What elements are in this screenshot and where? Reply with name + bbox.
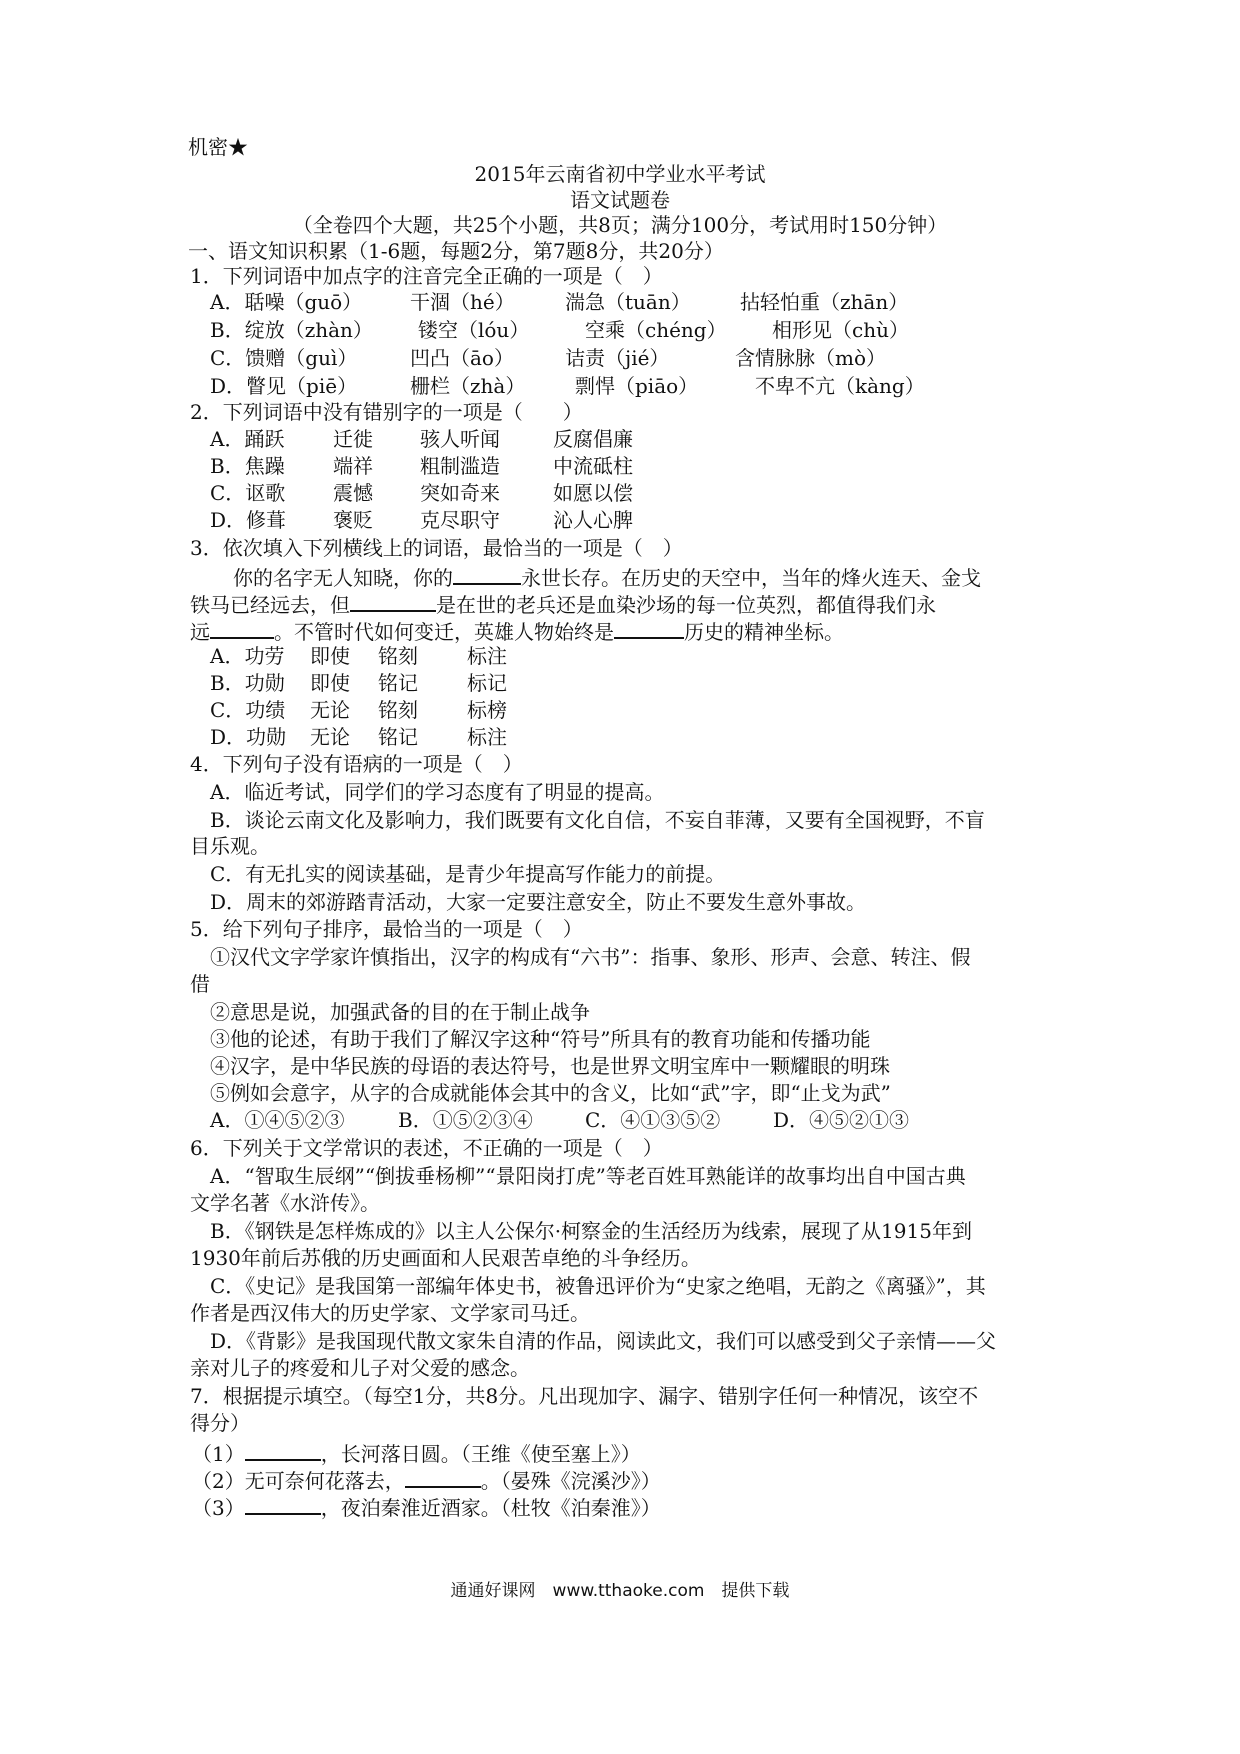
q7-item-1-text: ，长河落日圆。（王维《使至塞上》） — [320, 1442, 641, 1466]
q7-item-3-text: ，夜泊秦淮近酒家。（杜牧《泊秦淮》） — [320, 1496, 661, 1520]
q4-option-c: C．有无扎实的阅读基础，是青少年提高写作能力的前提。 — [210, 862, 726, 886]
q1-a-3: 湍急（tuān） — [565, 290, 691, 314]
q4-stem: 4．下列句子没有语病的一项是（ ） — [190, 752, 523, 776]
q1-c-1: C．馈赠（guì） — [210, 346, 358, 370]
q7-blank-3 — [245, 1493, 321, 1515]
page-footer: 通通好课网 www.tthaoke.com 提供下载 — [450, 1581, 790, 1601]
q3-c-4: 标榜 — [467, 698, 507, 722]
q1-b-1: B．绽放（zhàn） — [210, 318, 373, 342]
q3-b-1: B．功勋 — [210, 671, 285, 695]
q7-item-2-text-a: （2）无可奈何花落去， — [192, 1469, 405, 1493]
q1-c-3: 诘责（jié） — [565, 346, 670, 370]
q6-option-d-line1: D．《背影》是我国现代散文家朱自清的作品，阅读此文，我们可以感受到父子亲情——父 — [210, 1329, 997, 1353]
q5-option-b: B．①⑤②③④ — [398, 1108, 533, 1132]
q3-passage-line3 — [190, 617, 844, 644]
q3-d-2: 无论 — [310, 725, 350, 749]
q2-a-4: 反腐倡廉 — [553, 427, 633, 451]
q1-d-4: 不卑不亢（kàng） — [755, 374, 925, 398]
q4-option-a: A．临近考试，同学们的学习态度有了明显的提高。 — [210, 780, 665, 804]
q5-sentence-1b: 借 — [190, 972, 210, 996]
q6-option-b-line2: 1930年前后苏俄的历史画面和人民艰苦卓绝的斗争经历。 — [190, 1246, 701, 1270]
q2-c-4: 如愿以偿 — [553, 481, 633, 505]
q7-item-3-number: （3） — [192, 1496, 245, 1520]
q3-blank-1 — [453, 563, 521, 585]
q7-stem-line1: 7．根据提示填空。（每空1分，共8分。凡出现加字、漏字、错别字任何一种情况，该空不 — [190, 1384, 979, 1408]
q7-item-2 — [192, 1466, 661, 1493]
q2-a-2: 迁徙 — [333, 427, 373, 451]
q7-item-1 — [192, 1439, 641, 1466]
q7-blank-1 — [245, 1439, 321, 1461]
q1-d-2: 栅栏（zhà） — [410, 374, 526, 398]
q6-stem: 6．下列关于文学常识的表述，不正确的一项是（ ） — [190, 1136, 663, 1160]
q4-option-d: D．周末的郊游踏青活动，大家一定要注意安全，防止不要发生意外事故。 — [210, 890, 867, 914]
exam-note: （全卷四个大题，共25个小题，共8页；满分100分，考试用时150分钟） — [292, 213, 948, 237]
q3-c-2: 无论 — [310, 698, 350, 722]
q2-b-3: 粗制滥造 — [420, 454, 500, 478]
q7-item-3 — [192, 1493, 661, 1520]
q2-b-1: B．焦躁 — [210, 454, 285, 478]
q5-sentence-5: ⑤例如会意字，从字的合成就能体会其中的含义，比如“武”字，即“止戈为武” — [210, 1081, 891, 1105]
q1-c-4: 含情脉脉（mò） — [735, 346, 887, 370]
q1-d-1: D．瞥见（piē） — [210, 374, 358, 398]
q5-option-a: A．①④⑤②③ — [210, 1108, 345, 1132]
q6-option-c-line2: 作者是西汉伟大的历史学家、文学家司马迁。 — [190, 1301, 590, 1325]
q3-text-3: 铁马已经远去，但 — [190, 593, 350, 617]
q1-a-4: 拈轻怕重（zhān） — [740, 290, 909, 314]
exam-title: 2015年云南省初中学业水平考试 — [474, 162, 766, 186]
q1-b-4: 相形见（chù） — [772, 318, 909, 342]
q3-c-1: C．功绩 — [210, 698, 286, 722]
q3-passage-line1 — [233, 563, 981, 590]
q7-item-1-number: （1） — [192, 1442, 245, 1466]
q3-text-1: 你的名字无人知晓，你的 — [233, 566, 453, 590]
q3-text-5: 远 — [190, 620, 210, 644]
q1-a-1: A．聒噪（guō） — [210, 290, 363, 314]
q4-option-b-line2: 目乐观。 — [190, 834, 270, 858]
q1-d-3: 剽悍（piāo） — [575, 374, 699, 398]
q3-a-3: 铭刻 — [378, 644, 418, 668]
q2-d-3: 克尽职守 — [420, 508, 500, 532]
q2-d-1: D．修葺 — [210, 508, 287, 532]
q3-blank-4 — [614, 617, 684, 639]
q5-stem: 5．给下列句子排序，最恰当的一项是（ ） — [190, 917, 583, 941]
q1-a-2: 干涸（hé） — [410, 290, 515, 314]
section1-heading: 一、语文知识积累（1-6题，每题2分，第7题8分，共20分） — [188, 239, 724, 263]
q3-stem: 3．依次填入下列横线上的词语，最恰当的一项是（ ） — [190, 536, 683, 560]
q4-option-b-line1: B．谈论云南文化及影响力，我们既要有文化自信，不妄自菲薄，又要有全国视野，不盲 — [210, 808, 985, 832]
q1-b-3: 空乘（chéng） — [585, 318, 727, 342]
q2-b-2: 端祥 — [333, 454, 373, 478]
q2-d-4: 沁人心脾 — [553, 508, 633, 532]
q5-option-c: C．④①③⑤② — [585, 1108, 721, 1132]
q1-stem: 1．下列词语中加点字的注音完全正确的一项是（ ） — [190, 264, 663, 288]
q3-a-1: A．功劳 — [210, 644, 285, 668]
q3-d-3: 铭记 — [378, 725, 418, 749]
q3-blank-2 — [350, 590, 436, 612]
q2-b-4: 中流砥柱 — [553, 454, 633, 478]
q3-a-4: 标注 — [467, 644, 507, 668]
q2-stem: 2．下列词语中没有错别字的一项是（ ） — [190, 400, 583, 424]
exam-subtitle: 语文试题卷 — [570, 188, 670, 212]
q3-c-3: 铭刻 — [378, 698, 418, 722]
q3-b-4: 标记 — [467, 671, 507, 695]
q1-c-2: 凹凸（āo） — [410, 346, 514, 370]
q5-sentence-1a: ①汉代文字学家许慎指出，汉字的构成有“六书”：指事、象形、形声、会意、转注、假 — [210, 945, 971, 969]
q7-stem-line2: 得分） — [190, 1411, 250, 1435]
q3-d-1: D．功勋 — [210, 725, 287, 749]
q5-sentence-3: ③他的论述，有助于我们了解汉字这种“符号”所具有的教育功能和传播功能 — [210, 1027, 871, 1051]
q2-d-2: 褒贬 — [333, 508, 373, 532]
q2-c-1: C．讴歌 — [210, 481, 286, 505]
q5-option-d: D．④⑤②①③ — [773, 1108, 910, 1132]
q6-option-a-line2: 文学名著《水浒传》。 — [190, 1191, 380, 1215]
q5-sentence-2: ②意思是说，加强武备的目的在于制止战争 — [210, 1000, 590, 1024]
q2-a-1: A．踊跃 — [210, 427, 285, 451]
q2-c-2: 震憾 — [333, 481, 373, 505]
q6-option-d-line2: 亲对儿子的疼爱和儿子对父爱的感念。 — [190, 1356, 530, 1380]
q2-c-3: 突如奇来 — [420, 481, 500, 505]
q5-sentence-4: ④汉字，是中华民族的母语的表达符号，也是世界文明宝库中一颗耀眼的明珠 — [210, 1054, 890, 1078]
q6-option-a-line1: A．“智取生辰纲”“倒拔垂杨柳”“景阳岗打虎”等老百姓耳熟能详的故事均出自中国古典 — [210, 1164, 966, 1188]
q3-text-6: 。不管时代如何变迁，英雄人物始终是 — [274, 620, 614, 644]
q6-option-c-line1: C．《史记》是我国第一部编年体史书，被鲁迅评价为“史家之绝唱，无韵之《离骚》”，其 — [210, 1274, 986, 1298]
q3-text-7: 历史的精神坐标。 — [684, 620, 844, 644]
q7-blank-2 — [405, 1466, 481, 1488]
confidential-mark: 机密★ — [188, 135, 248, 159]
q3-passage-line2 — [190, 590, 936, 617]
q7-item-2-text-b: 。（晏殊《浣溪沙》） — [480, 1469, 661, 1493]
q3-a-2: 即使 — [310, 644, 350, 668]
q2-a-3: 骇人听闻 — [420, 427, 500, 451]
q3-blank-3 — [210, 617, 274, 639]
q3-text-2: 永世长存。在历史的天空中，当年的烽火连天、金戈 — [521, 566, 981, 590]
q3-b-3: 铭记 — [378, 671, 418, 695]
q3-d-4: 标注 — [467, 725, 507, 749]
q3-b-2: 即使 — [310, 671, 350, 695]
q3-text-4: 是在世的老兵还是血染沙场的每一位英烈，都值得我们永 — [436, 593, 936, 617]
q1-b-2: 镂空（lóu） — [418, 318, 530, 342]
q6-option-b-line1: B．《钢铁是怎样炼成的》以主人公保尔·柯察金的生活经历为线索，展现了从1915年到 — [210, 1219, 972, 1243]
